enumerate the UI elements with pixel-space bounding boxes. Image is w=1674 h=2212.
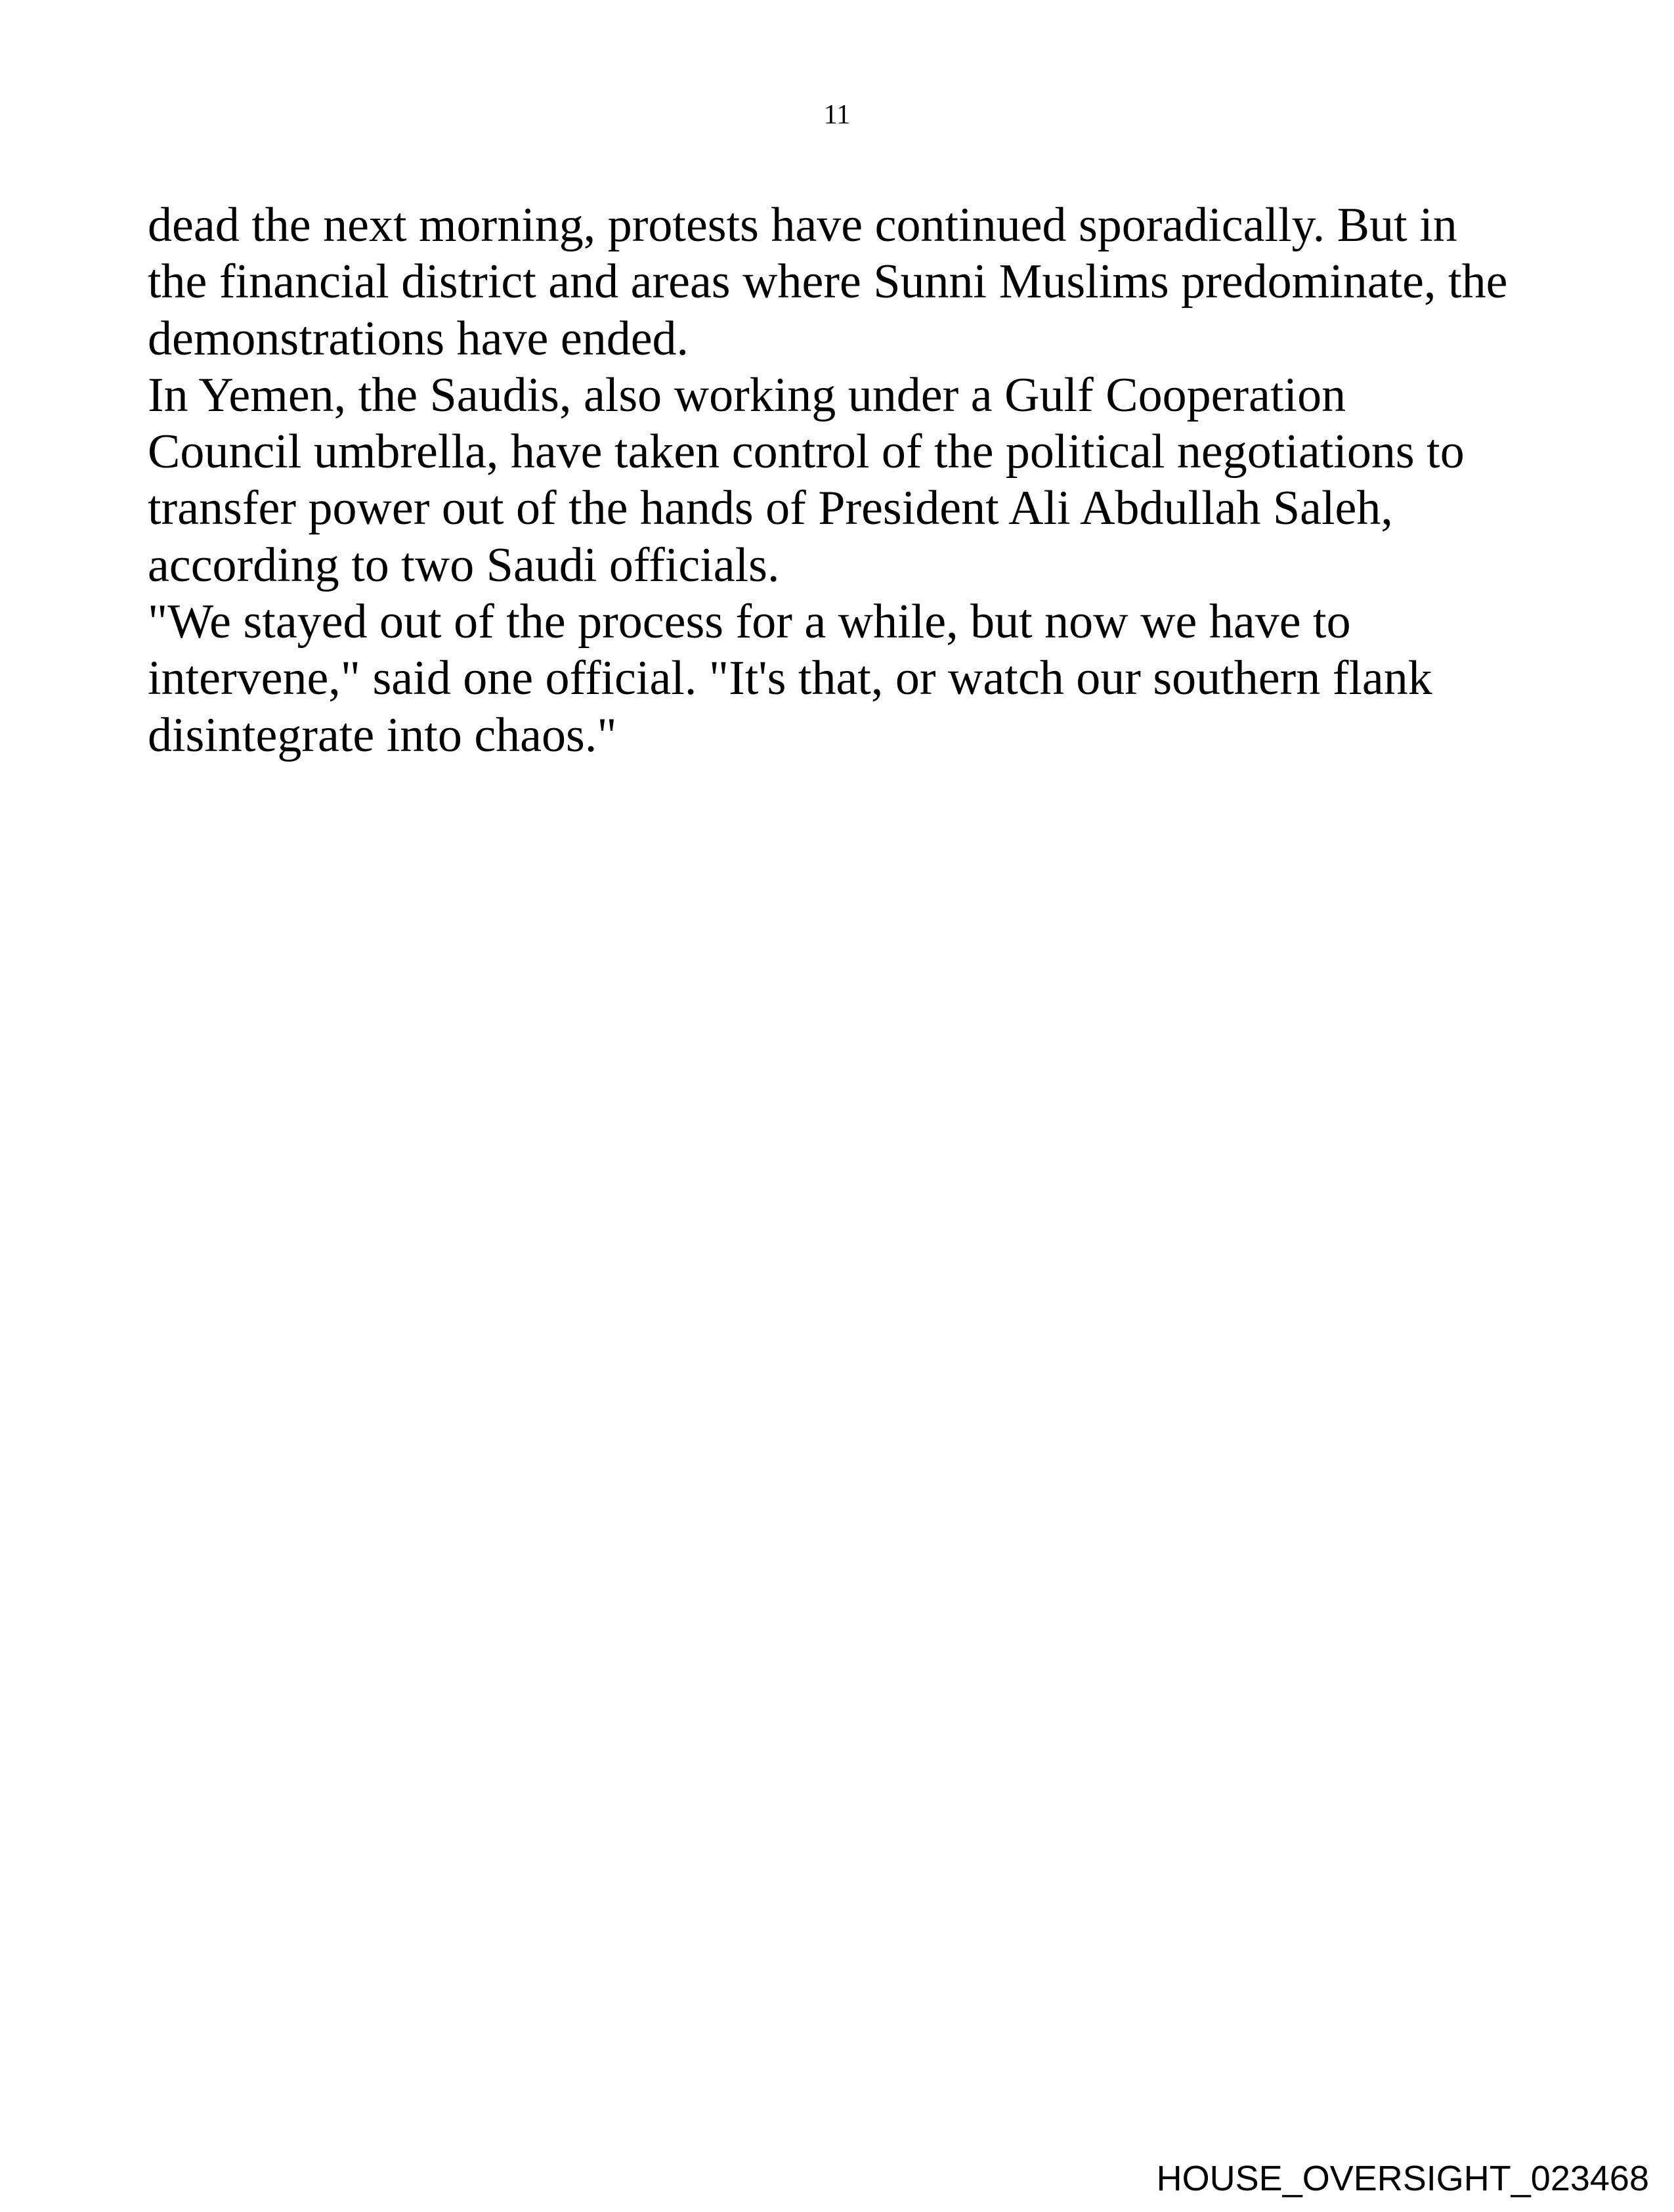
document-id-footer: HOUSE_OVERSIGHT_023468: [1156, 2159, 1649, 2198]
text-line: In Yemen, the Saudis, also working under a Gulf Cooperation: [148, 368, 1346, 422]
text-line: Council umbrella, have taken control of the political negotiations to: [148, 425, 1465, 479]
text-line: demonstrations have ended.: [148, 311, 689, 366]
text-line: dead the next morning, protests have continued sporadically. But in: [148, 198, 1457, 252]
text-line: according to two Saudi officials.: [148, 538, 780, 592]
text-line: the financial district and areas where Sunni Muslims predominate, the: [148, 255, 1508, 309]
text-line: transfer power out of the hands of President Ali Abdullah Saleh,: [148, 481, 1393, 536]
text-line: disintegrate into chaos.": [148, 708, 617, 762]
page-number: 11: [823, 100, 851, 130]
body-text: [148, 197, 1507, 764]
text-line: intervene," said one official. "It's that, or watch our southern flank: [148, 651, 1432, 706]
text-line: "We stayed out of the process for a while, but now we have to: [148, 595, 1351, 649]
